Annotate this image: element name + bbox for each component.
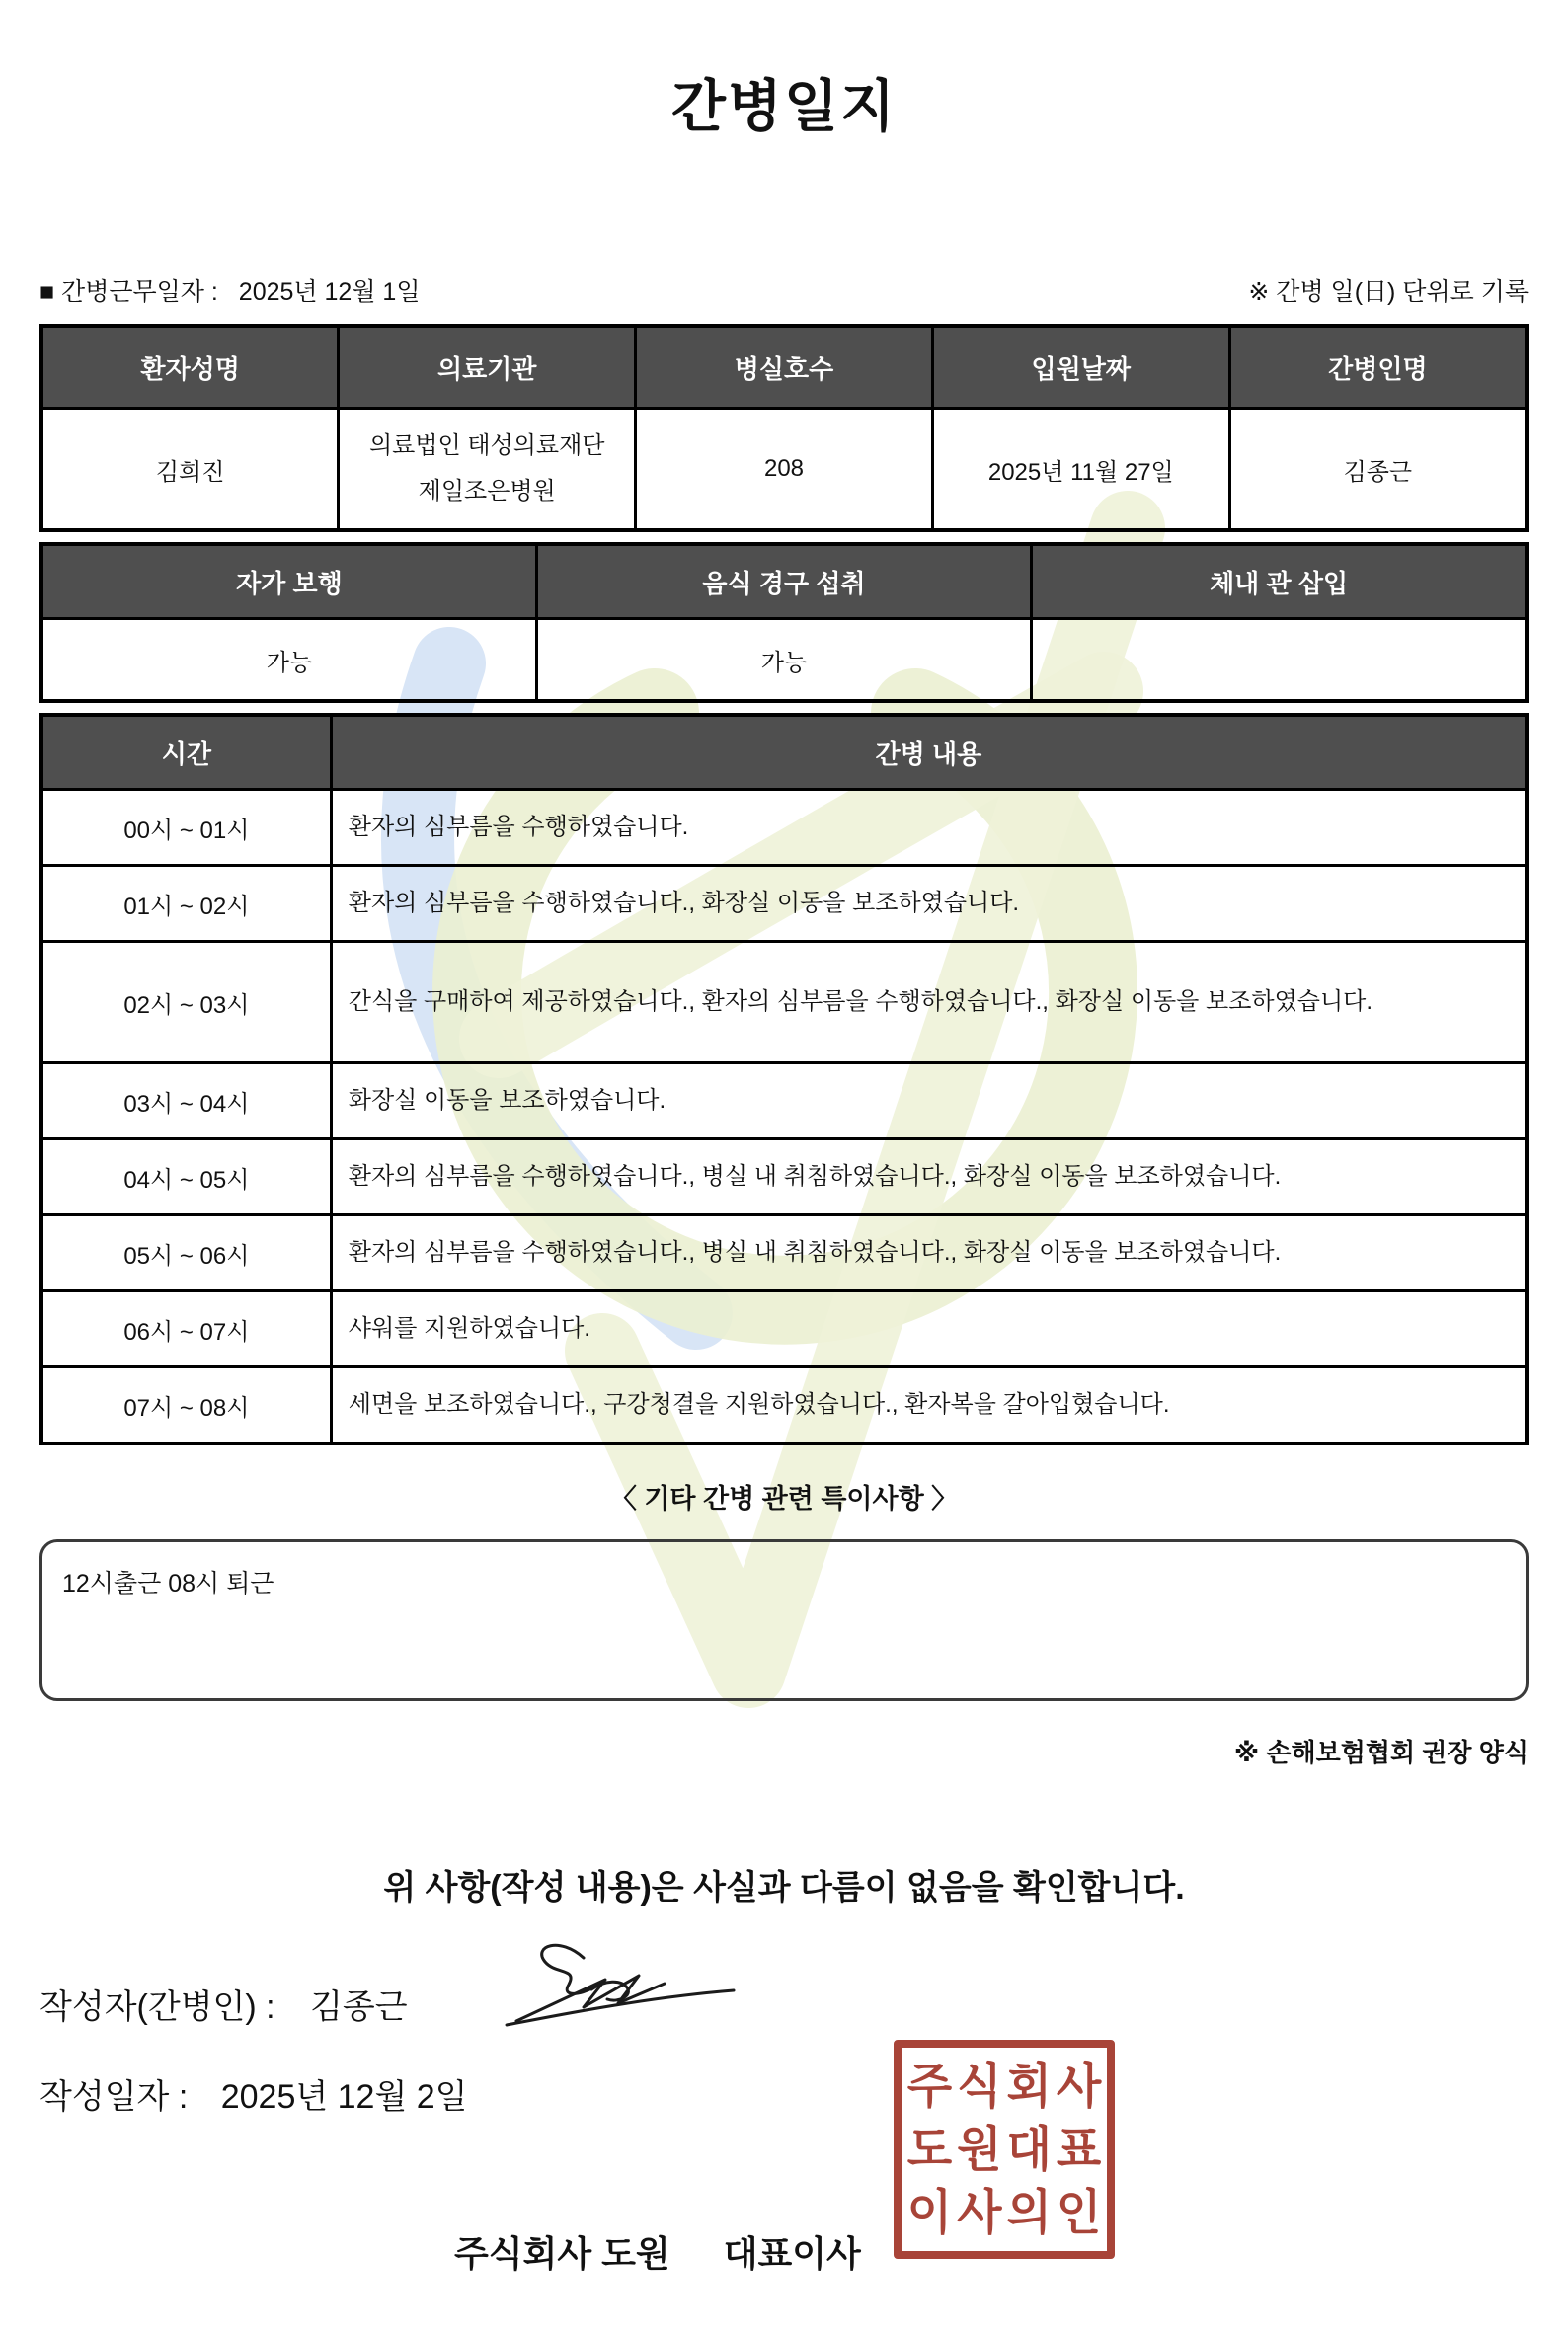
- care-content: 화장실 이동을 보조하였습니다.: [331, 1063, 1527, 1139]
- work-date-label: ■ 간병근무일자 :: [39, 278, 218, 306]
- form-note: ※ 손해보험협회 권장 양식: [1233, 1738, 1529, 1767]
- patient-info-header-row: [41, 326, 1527, 409]
- corporate-seal-stamp: [894, 2040, 1115, 2259]
- table-row: [41, 1367, 1527, 1444]
- header-oral-intake: 음식 경구 섭취: [536, 544, 1031, 619]
- care-content: 환자의 심부름을 수행하였습니다., 화장실 이동을 보조하였습니다.: [331, 866, 1527, 942]
- patient-info-table: [39, 324, 1529, 532]
- page-title: 간병일지: [670, 75, 898, 138]
- header-admission-date: 입원날짜: [932, 326, 1229, 409]
- patient-name: 김희진: [41, 409, 339, 531]
- time-slot: 00시 ~ 01시: [41, 790, 331, 866]
- time-slot: 04시 ~ 05시: [41, 1139, 331, 1215]
- care-content: 간식을 구매하여 제공하였습니다., 환자의 심부름을 수행하였습니다., 화장실 이동을 보조하였습니다.: [331, 942, 1527, 1063]
- table-row: [41, 866, 1527, 942]
- table-row: [41, 1063, 1527, 1139]
- writer-name: 김종근: [310, 1988, 408, 2026]
- special-notes-heading: 〈 기타 간병 관련 특이사항 〉: [609, 1484, 959, 1514]
- company-name: 주식회사 도원: [454, 2233, 670, 2274]
- header-internal-tube: 체내 관 삽입: [1032, 544, 1527, 619]
- admission-date: 2025년 11월 27일: [932, 409, 1229, 531]
- written-date-label: 작성일자 :: [39, 2078, 197, 2116]
- written-date-line: [39, 2069, 1529, 2118]
- work-date-row: [39, 273, 1529, 308]
- care-content: 환자의 심부름을 수행하였습니다.: [331, 790, 1527, 866]
- care-log-header-row: [41, 715, 1527, 790]
- signature-scribble: [489, 1928, 755, 2042]
- header-care-content: 간병 내용: [331, 715, 1527, 790]
- care-content: 환자의 심부름을 수행하였습니다., 병실 내 취침하였습니다., 화장실 이동을 보조하였습니다.: [331, 1139, 1527, 1215]
- header-time: 시간: [41, 715, 331, 790]
- time-slot: 05시 ~ 06시: [41, 1215, 331, 1291]
- table-row: [41, 1139, 1527, 1215]
- header-patient-name: 환자성명: [41, 326, 339, 409]
- status-header-row: [41, 544, 1527, 619]
- header-caregiver-name: 간병인명: [1229, 326, 1527, 409]
- work-date: [39, 273, 420, 308]
- writer-label: 작성자(간병인) :: [39, 1988, 285, 2026]
- time-slot: 07시 ~ 08시: [41, 1367, 331, 1444]
- writer-line: [39, 1980, 1529, 2028]
- seal-text-row: 이사의인: [906, 2184, 1107, 2240]
- room-number: 208: [636, 409, 933, 531]
- header-self-walking: 자가 보행: [41, 544, 536, 619]
- time-slot: 03시 ~ 04시: [41, 1063, 331, 1139]
- special-notes-text: 12시출근 08시 퇴근: [62, 1570, 274, 1598]
- confirmation-statement: 위 사항(작성 내용)은 사실과 다름이 없음을 확인합니다.: [383, 1869, 1185, 1907]
- patient-status-table: [39, 542, 1529, 703]
- seal-text-row: 도원대표: [906, 2121, 1107, 2177]
- care-content: 환자의 심부름을 수행하였습니다., 병실 내 취침하였습니다., 화장실 이동을 보조하였습니다.: [331, 1215, 1527, 1291]
- unit-note: ※ 간병 일(日) 단위로 기록: [1248, 278, 1529, 306]
- company-role: 대표이사: [723, 2233, 861, 2274]
- header-medical-institution: 의료기관: [339, 326, 636, 409]
- special-notes-box: [39, 1539, 1529, 1701]
- care-log-table: [39, 713, 1529, 1445]
- caregiver-name: 김종근: [1229, 409, 1527, 531]
- table-row: [41, 1215, 1527, 1291]
- table-row: [41, 942, 1527, 1063]
- seal-text-row: 주식회사: [906, 2058, 1107, 2114]
- written-date-value: 2025년 12월 2일: [220, 2078, 468, 2116]
- header-room-number: 병실호수: [636, 326, 933, 409]
- internal-tube-value: [1032, 619, 1527, 702]
- table-row: [41, 790, 1527, 866]
- oral-intake-value: 가능: [536, 619, 1031, 702]
- self-walking-value: 가능: [41, 619, 536, 702]
- work-date-value: 2025년 12월 1일: [238, 278, 421, 306]
- care-content: 샤워를 지원하였습니다.: [331, 1291, 1527, 1367]
- time-slot: 06시 ~ 07시: [41, 1291, 331, 1367]
- status-value-row: [41, 619, 1527, 702]
- time-slot: 01시 ~ 02시: [41, 866, 331, 942]
- patient-info-value-row: [41, 409, 1527, 531]
- medical-institution: 의료법인 태성의료재단 제일조은병원: [339, 409, 636, 531]
- time-slot: 02시 ~ 03시: [41, 942, 331, 1063]
- table-row: [41, 1291, 1527, 1367]
- care-content: 세면을 보조하였습니다., 구강청결을 지원하였습니다., 환자복을 갈아입혔습니다.: [331, 1367, 1527, 1444]
